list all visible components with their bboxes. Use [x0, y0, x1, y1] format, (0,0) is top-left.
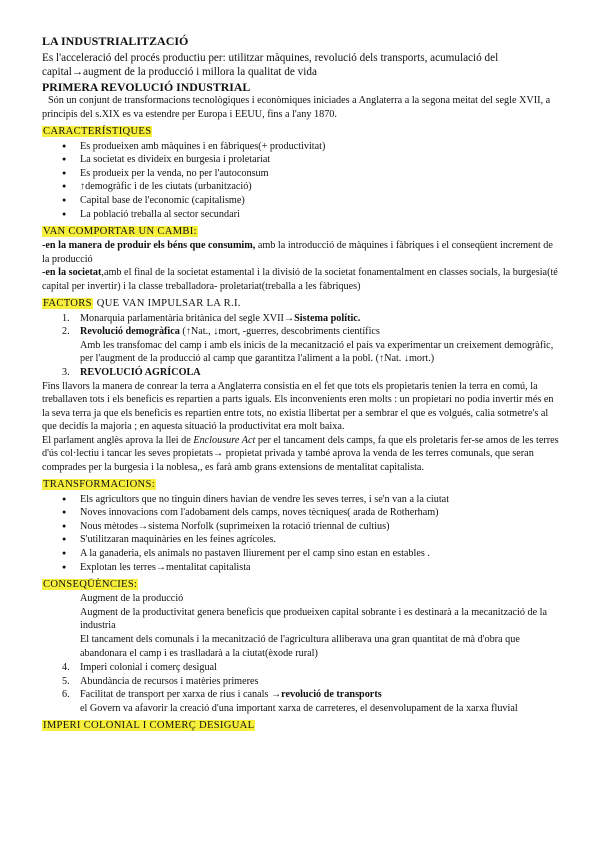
imperi-label: IMPERI COLONIAL I COMERÇ DESIGUAL [43, 719, 255, 731]
list-item [42, 675, 562, 689]
consequencia-line: Augment de la productivitat genera beneficis que produeixen capital sobrante i es destinarà a la mecanització de la industria [80, 606, 548, 632]
item-number: 2. [62, 326, 70, 338]
factors-label: FACTORS [43, 297, 92, 309]
item-number: 5. [62, 675, 70, 687]
text: amb la introducció de màquines i fàbriques i el conseqüent increment de la producció [42, 240, 553, 265]
caracteristiques-list [42, 140, 562, 222]
list-item [42, 312, 562, 326]
bold-text: revolució de transports [281, 689, 382, 701]
bold-text: Revolució demogràfica [80, 326, 180, 338]
transformacions-list [42, 493, 562, 575]
list-item: ● S'utilitzaran maquinàries en les feines agrícoles. [42, 533, 562, 547]
list-item: ● Capital base de l'economic (capitalisme) [42, 194, 562, 208]
factors-list [42, 312, 562, 380]
list-item [42, 325, 562, 366]
consequencies-numbered-list [42, 661, 562, 715]
list-item [42, 366, 562, 380]
section-heading-primera-revolucio: PRIMERA REVOLUCIÓ INDUSTRIAL [42, 80, 251, 95]
consequencia-line: El tancament dels comunals i la mecanització de l'agricultura alliberava una gran quantitat de mà d'obra que abandonara el camp i es traslladarà a la ciutat(èxode rural) [80, 634, 520, 659]
item-number: 3. [62, 366, 70, 378]
bold-text: -en la societat [42, 267, 102, 279]
list-item: ● La població treballa al sector secundari [42, 208, 562, 222]
text: El parlament anglès aprova la llei de [42, 434, 194, 446]
list-item: ● A la ganaderia, els animals no pastaven lliurement per el camp sino estan en estables . [42, 547, 562, 561]
caracteristiques-label: CARACTERÍSTIQUES [43, 125, 152, 137]
transformacions-label: TRANSFORMACIONS: [43, 478, 155, 490]
text: (↑Nat., ↓mort, -guerres, descobriments científics [179, 326, 380, 338]
consequencies-label: CONSEQÜÈNCIES: [43, 579, 138, 591]
list-item [42, 688, 562, 715]
list-item: ● Es produeixen amb màquines i en fàbriques(+ productivitat) [42, 140, 562, 154]
consequencia-line: Augment de la producció [80, 593, 184, 605]
item-number: 6. [62, 689, 70, 701]
page-title: LA INDUSTRIALITZACIÓ [42, 34, 189, 48]
text: per el tancament dels camps, fa que els proletaris fer-se amos de les terres d'ús col·lectiu i tancar les seves propietats→ propietat privada y també aprova la venda de les terres comunals, que seran comprades per la burgesia i la noblesa,, es farà amb grans extensions de mentalitat capitalista. [42, 434, 559, 474]
factors-label-rest: QUE VAN IMPULSAR LA R.I. [93, 297, 241, 309]
list-item: ● La societat es divideix en burgesia i proletariat [42, 153, 562, 167]
list-item: ● ↑demogràfic i de les ciutats (urbanització) [42, 180, 562, 194]
canvi-label: VAN COMPORTAR UN CAMBI: [43, 226, 197, 238]
text: Facilitat de transport per xarxa de rius i canals → [80, 689, 282, 701]
canvi-paragraph-2 [42, 266, 562, 293]
item-number: 4. [62, 662, 70, 674]
text: Abundància de recursos i matèries primeres [80, 675, 259, 687]
text: Monarquia parlamentària britànica del segle XVII→ [80, 312, 295, 324]
italic-text: Enclousure Act [193, 434, 256, 446]
text: ,amb el final de la societat estamental i la divisió de la societat fonamentalment en classes socials, la burgesia(té capital per invertir) i la classe treballadora- proletariat(treballa a les fàbriques) [42, 267, 558, 292]
sub-paragraph: el Govern va afavorir la creació d'una important xarxa de carreteres, el desenvolupament de la xarxa fluvial [80, 702, 518, 714]
section-paragraph: Són un conjunt de transformacions tecnològiques i econòmiques iniciades a Anglaterra a la segona meitat del segle XVII, a principis del s.XIX es va estendre per Europa i EEUU, fins a l'any 1870. [42, 95, 551, 120]
list-item: ● Noves innovacions com l'adobament dels camps, noves tècniques( arada de Rotherham) [42, 506, 562, 520]
sub-paragraph: Amb les transfomac del camp i amb els inicis de la mecanització el país va experimentar un creixement demogràfic, per l'augment de la producció al camp que garantitza l'aliment a la pobl. (↑Nat. ↓mort.) [80, 339, 554, 365]
list-item [42, 661, 562, 675]
agri-paragraph-2 [42, 434, 562, 475]
bold-text: Sistema polític. [294, 312, 361, 324]
list-item: ● Es produeix per la venda, no per l'autoconsum [42, 167, 562, 181]
text: Imperi colonial i comerç desigual [80, 662, 217, 674]
list-item: ● Nous mètodes→sistema Norfolk (suprimeixen la rotació triennal de cultius) [42, 520, 562, 534]
list-item: ● Els agricultors que no tinguin diners havian de vendre les seves terres, i se'n van a la ciutat [42, 493, 562, 507]
canvi-paragraph-1 [42, 239, 562, 266]
intro-paragraph: Es l'acceleració del procés productiu per: utilitzar màquines, revolució dels transports, acumulació del capital→augment de la producció i millora la qualitat de vida [42, 52, 499, 79]
list-item: ● Explotan les terres→mentalitat capitalista [42, 561, 562, 575]
document-page [42, 34, 562, 733]
bold-text: -en la manera de produir els béns que consumim, [42, 240, 256, 252]
bold-text: REVOLUCIÓ AGRÍCOLA [80, 366, 201, 378]
item-number: 1. [62, 312, 70, 324]
agri-paragraph-1: Fins llavors la manera de conrear la terra a Anglaterra consistia en el fet que tots els propietaris tenien la terra en comú, la treballaven tots i els beneficis es repartien a parts iguals. Els inconvenients eren molts : un propietari no podia invertir més en la seva terra ja que els beneficis es repartien entre tots, no existia llibertat per a sembrar el que es volgués, calia sotmetre's al que decidís la majoria ; en aquesta situació la productivitat era molt baixa. [42, 380, 554, 433]
